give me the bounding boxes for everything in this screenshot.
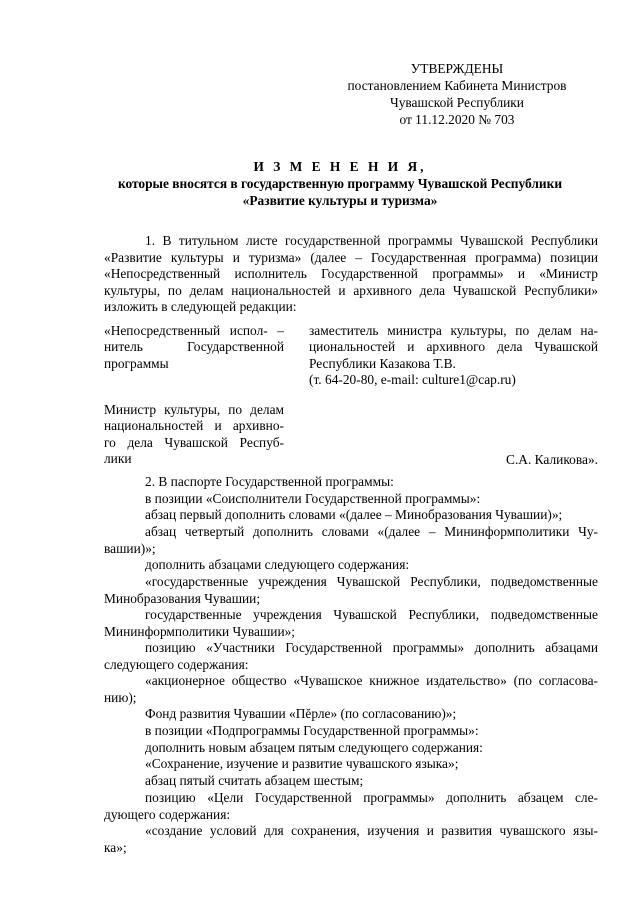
paragraph-2-line: дополнить абзацами следующего содержания: <box>145 557 410 572</box>
document-subtitle-line1: которые вносятся в государственную программу Чувашской Республики <box>117 176 563 191</box>
paragraph-2-line: дополнить новым абзацем пятым следующего содержания: <box>145 740 483 755</box>
paragraph-2-line: дующего содержания: <box>104 806 231 822</box>
paragraph-2-block <box>104 574 598 607</box>
minister-label-line: го дела Чувашской Респуб- <box>104 434 284 450</box>
paragraph-1-line: изложить в следующей редакции: <box>104 299 297 315</box>
paragraph-2-line: позицию «Участники Государственной программы» дополнить абзацами <box>145 640 598 655</box>
document-subtitle-line2: «Развитие культуры и туризма» <box>242 193 438 208</box>
position-value-line: заместитель министра культуры, по делам на- <box>309 323 598 338</box>
minister-label-line: Министр культуры, по делам <box>104 402 284 417</box>
minister-label-line: национальностей и архивно- <box>104 418 284 434</box>
paragraph-2-line: абзац четвертый дополнить словами «(далее – Мининформполитики Чу- <box>145 524 598 539</box>
position-value-contact: (т. 64-20-80, e-mail: culture1@cap.ru) <box>309 372 516 388</box>
paragraph-2-block <box>104 823 598 856</box>
paragraph-2-line: Минобразования Чувашии; <box>104 590 261 606</box>
paragraph-2-line: в позиции «Подпрограммы Государственной программы»: <box>145 723 479 738</box>
paragraph-1-line: «Развитие культуры и туризма» (далее – Государственная программа) позиции <box>104 249 598 265</box>
position-label-line: «Непосредственный испол- – <box>104 323 284 338</box>
approval-date-number: от 11.12.2020 № 703 <box>399 112 515 127</box>
paragraph-2-line: государственные учреждения Чувашской Республики, подведомственные <box>145 607 598 622</box>
paragraph-1 <box>104 233 598 316</box>
approval-block <box>322 60 592 128</box>
paragraph-1-line: культуры, по делам национальностей и архивного дела Чувашской Республики» <box>104 282 598 298</box>
paragraph-2-block <box>104 524 598 557</box>
paragraph-2-line: абзац пятый считать абзацем шестым; <box>145 773 364 788</box>
minister-label-line: лики <box>104 451 132 467</box>
minister-signature: С.А. Каликова». <box>506 452 598 467</box>
paragraph-2-line: нию); <box>104 689 137 705</box>
paragraph-2-line: «Сохранение, изучение и развитие чувашского языка»; <box>145 756 459 771</box>
paragraph-2-line: в позиции «Соисполнители Государственной программы»: <box>145 491 481 506</box>
position-value <box>309 323 598 389</box>
paragraph-2-block <box>104 640 598 673</box>
paragraph-2-line: «государственные учреждения Чувашской Республики, подведомственные <box>145 574 598 589</box>
approval-title: УТВЕРЖДЕНЫ <box>410 61 504 76</box>
paragraph-1-line: 1. В титульном листе государственной программы Чувашской Республики <box>145 233 598 248</box>
paragraph-2-line: ка»; <box>104 839 127 855</box>
paragraph-2-line: «акционерное общество «Чувашское книжное издательство» (по согласова- <box>145 673 598 688</box>
position-label-line: программы <box>104 355 169 371</box>
paragraph-2-line: Фонд развития Чувашии «Пĕрле» (по согласованию)»; <box>145 706 457 721</box>
paragraph-2-block <box>104 673 598 706</box>
paragraph-1-line: «Непосредственный исполнитель Государственной программы» и «Министр <box>104 266 598 282</box>
paragraph-2-line: абзац первый дополнить словами «(далее – Минобразования Чувашии)»; <box>145 507 563 522</box>
paragraph-2-heading: 2. В паспорте Государственной программы: <box>145 474 394 489</box>
paragraph-2-line: «создание условий для сохранения, изучения и развития чувашского язы- <box>145 823 598 838</box>
paragraph-2-line: вашии)»; <box>104 540 156 556</box>
position-label-line: нитель Государственной <box>104 339 284 355</box>
paragraph-2-line: Мининформполитики Чувашии»; <box>104 623 296 639</box>
document-title: И З М Е Н Е Н И Я, <box>253 159 427 174</box>
approval-republic: Чувашской Республики <box>390 95 524 110</box>
position-label <box>104 323 284 372</box>
paragraph-2-block <box>104 607 598 640</box>
position-value-line: циональностей и архивного дела Чувашской <box>309 339 598 355</box>
approval-decree: постановлением Кабинета Министров <box>347 78 567 93</box>
minister-label <box>104 402 284 468</box>
paragraph-2-block <box>104 790 598 823</box>
paragraph-2-line: следующего содержания: <box>104 656 249 672</box>
position-value-line: Республики Казакова Т.В. <box>309 355 456 371</box>
paragraph-2-line: позицию «Цели Государственной программы» дополнить абзацем сле- <box>145 790 598 805</box>
